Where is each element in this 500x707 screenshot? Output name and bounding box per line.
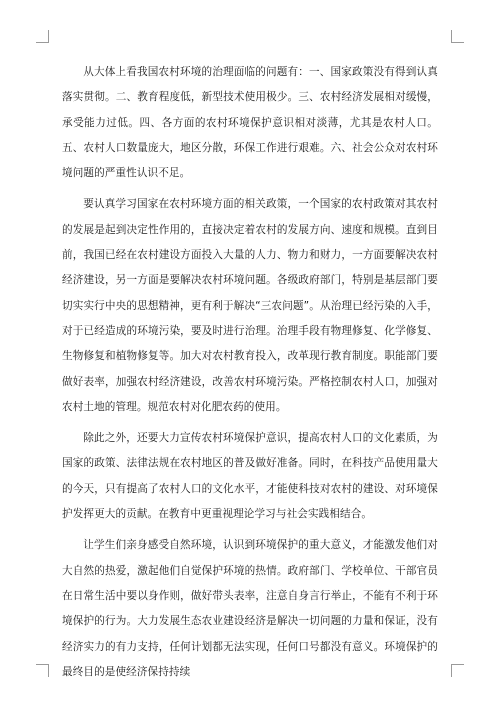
crop-mark-top-left	[36, 30, 49, 43]
crop-mark-bottom-right	[451, 664, 464, 677]
document-body	[62, 60, 438, 691]
paragraph-policy: 要认真学习国家在农村环境方面的相关政策，一个国家的农村政策对其农村的发展是起到决定性作用的，直接决定着农村的发展方向、速度和规模。直到目前，我国已经在农村建设方面投入大量的人力、物力和财力，一方面要解决农村经济建设，另一方面是要解决农村环境问题。各级政府部门，特别是基层部门要切实实行中央的思想精神，更有利于解决“三农问题”。从治理已经污染的入手，对于已经造成的环境污染，要及时进行治理。治理手段有物理修复、化学修复、生物修复和植物修复等。加大对农村教育投入，改革现行教育制度。职能部门要做好表率，加强农村经济建设，改善农村环境污染。严格控制农村人口，加强对农村土地的管理。规范农村对化肥农药的使用。	[62, 198, 438, 413]
paragraph-students: 让学生们亲身感受自然环境，认识到环境保护的重大意义，才能激发他们对大自然的热爱，激起他们自觉保护环境的热情。政府部门、学校单位、干部官员在日常生活中要以身作则，做好带头表率，注意自身言行举止，不能有不利于环境保护的行为。大力发展生态农业建设经济是解决一切问题的力量和保证，没有经济实力的有力支持，任何计划都无法实现，任何口号都没有意义。环境保护的最终目的是使经济保持持续	[62, 539, 438, 678]
paragraph-awareness: 除此之外，还要大力宣传农村环境保护意识，提高农村人口的文化素质，为国家的政策、法律法规在农村地区的普及做好准备。同时，在科技产品使用量大的今天，只有提高了农村人口的文化水平，才能使科技对农村的建设、对环境保护发挥更大的贡献。在教育中更重视理论学习与社会实践相结合。	[62, 432, 438, 521]
crop-mark-bottom-left	[36, 664, 49, 677]
crop-mark-top-right	[451, 30, 464, 43]
paragraph-problems: 从大体上看我国农村环境的治理面临的问题有：一、国家政策没有得到认真落实贯彻。二、教育程度低，新型技术使用极少。三、农村经济发展相对缓慢，承受能力过低。四、各方面的农村环境保护意识相对淡薄，尤其是农村人口。五、农村人口数量庞大，地区分散，环保工作进行艰难。六、社会公众对农村环境问题的严重性认识不足。	[62, 66, 438, 180]
